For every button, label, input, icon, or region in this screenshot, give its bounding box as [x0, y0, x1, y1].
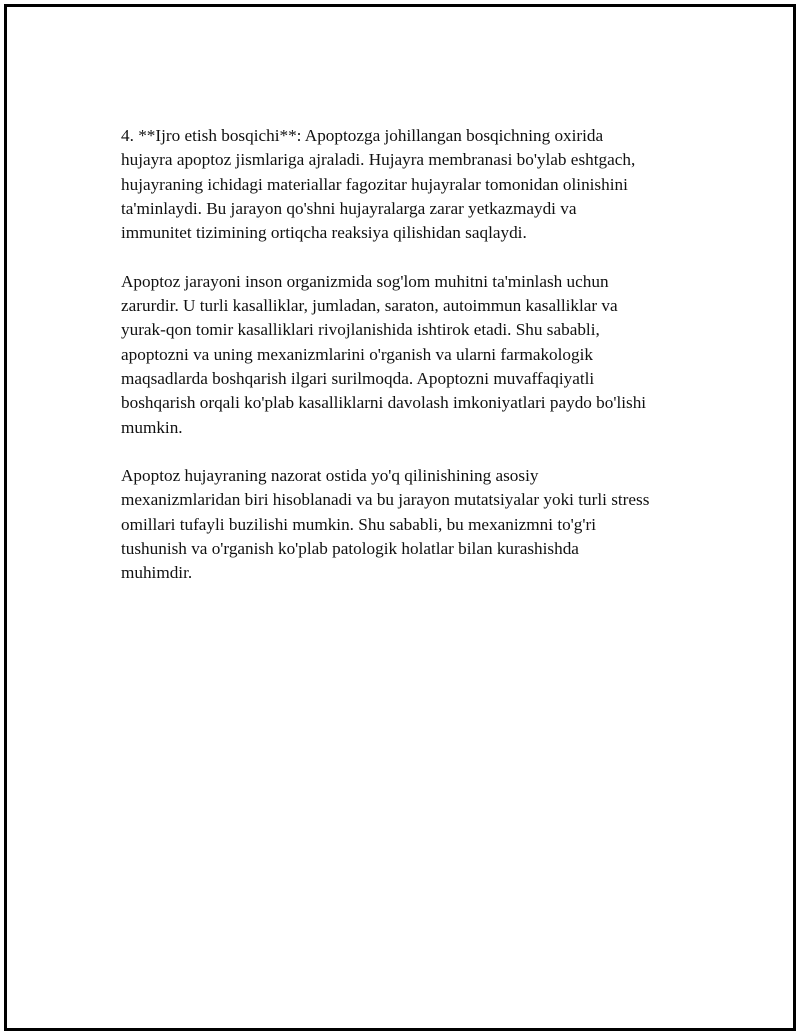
paragraph-execution-phase [121, 124, 711, 245]
text-line: boshqarish orqali ko'plab kasalliklarni davolash imkoniyatlari paydo bo'lishi [121, 393, 647, 413]
text-line: mexanizmlaridan biri hisoblanadi va bu jarayon mutatsiyalar yoki turli stress [121, 490, 650, 510]
text-line: yurak-qon tomir kasalliklari rivojlanishida ishtirok etadi. Shu sababli, [121, 320, 600, 340]
document-body [121, 124, 711, 586]
text-line: hujayraning ichidagi materiallar fagozitar hujayralar tomonidan olinishini [121, 174, 628, 194]
text-line: immunitet tizimining ortiqcha reaksiya qilishidan saqlaydi. [121, 223, 527, 243]
text-line: 4. **Ijro etish bosqichi**: Apoptozga johillangan bosqichning oxirida [121, 126, 604, 145]
text-line: hujayra apoptoz jismlariga ajraladi. Hujayra membranasi bo'ylab eshtgach, [121, 150, 636, 170]
text-line: apoptozni va uning mexanizmlarini o'rganish va ularni farmakologik [121, 344, 593, 364]
text-line: omillari tufayli buzilishi mumkin. Shu sababli, bu mexanizmni to'g'ri [121, 514, 596, 534]
text-line: zarurdir. U turli kasalliklar, jumladan, saraton, autoimmun kasalliklar va [121, 296, 618, 316]
paragraph-apoptosis-importance [121, 270, 711, 440]
text-line: mumkin. [121, 417, 183, 437]
text-line: tushunish va o'rganish ko'plab patologik holatlar bilan kurashishda [121, 539, 579, 559]
text-line: maqsadlarda boshqarish ilgari surilmoqda. Apoptozni muvaffaqiyatli [121, 368, 595, 388]
text-line: Apoptoz hujayraning nazorat ostida yo'q qilinishining asosiy [121, 466, 539, 486]
text-line: Apoptoz jarayoni inson organizmida sog'lom muhitni ta'minlash uchun [121, 271, 609, 291]
text-line: muhimdir. [121, 563, 193, 583]
page-frame [4, 4, 796, 1031]
paragraph-apoptosis-mechanism [121, 464, 711, 585]
text-line: ta'minlaydi. Bu jarayon qo'shni hujayralarga zarar yetkazmaydi va [121, 198, 577, 218]
